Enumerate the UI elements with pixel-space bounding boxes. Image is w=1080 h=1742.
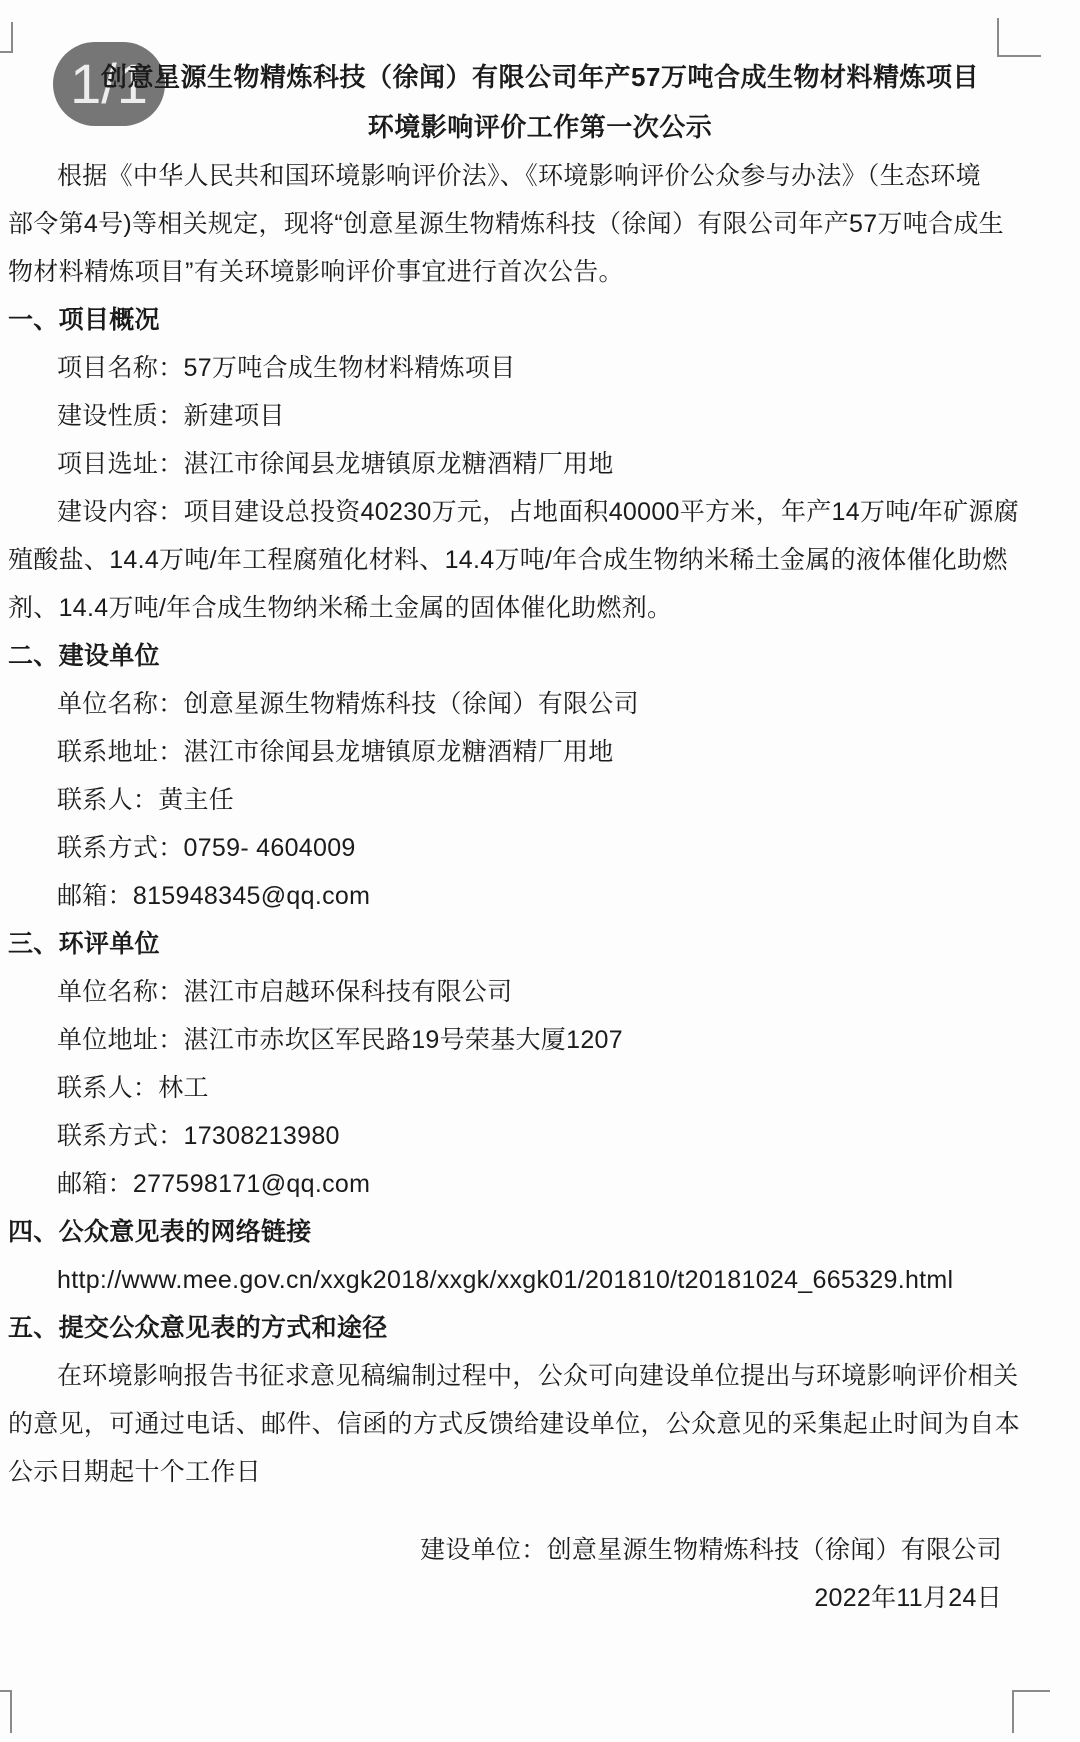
- construction-nature-line: 建设性质：新建项目: [57, 402, 285, 430]
- submission-method-line: 的意见，可通过电话、邮件、信函的方式反馈给建设单位，公众意见的采集起止时间为自本: [8, 1410, 1021, 1438]
- eia-email-line: 邮箱：277598171@qq.com: [57, 1170, 371, 1198]
- intro-paragraph-line: 物材料精炼项目”有关环境影响评价事宜进行首次公告。: [8, 258, 624, 286]
- eia-unit-name-line: 单位名称：湛江市启越环保科技有限公司: [57, 978, 513, 1006]
- document-title-line-1: 创意星源生物精炼科技（徐闻）有限公司年产57万吨合成生物材料精炼项目: [101, 62, 979, 92]
- intro-paragraph-line: 部令第4号)等相关规定，现将“创意星源生物精炼科技（徐闻）有限公司年产57万吨合成生: [8, 210, 1004, 238]
- section-1-heading: 一、项目概况: [8, 306, 160, 334]
- section-2-heading: 二、建设单位: [8, 642, 160, 670]
- feedback-form-url: http://www.mee.gov.cn/xxgk2018/xxgk/xxgk01/201810/t20181024_665329.html: [57, 1266, 954, 1294]
- project-name-line: 项目名称：57万吨合成生物材料精炼项目: [57, 354, 516, 382]
- document-title-line-2: 环境影响评价工作第一次公示: [367, 112, 713, 142]
- builder-phone-line: 联系方式：0759- 4604009: [57, 834, 356, 862]
- builder-email-line: 邮箱：815948345@qq.com: [57, 882, 371, 910]
- submission-method-line: 在环境影响报告书征求意见稿编制过程中，公众可向建设单位提出与环境影响评价相关: [57, 1362, 1019, 1390]
- section-3-heading: 三、环评单位: [8, 930, 160, 958]
- page-count-label: 1/1: [70, 52, 148, 115]
- eia-phone-line: 联系方式：17308213980: [57, 1122, 340, 1150]
- submission-method-line: 公示日期起十个工作日: [8, 1458, 262, 1486]
- builder-address-line: 联系地址：湛江市徐闻县龙塘镇原龙糖酒精厂用地: [57, 738, 614, 766]
- document-content: [0, 52, 1080, 1622]
- scan-corner-mark-top-left: [0, 22, 13, 53]
- intro-paragraph-line: 根据《中华人民共和国环境影响评价法》、《环境影响评价公众参与办法》（生态环境: [57, 162, 981, 190]
- builder-name-line: 单位名称：创意星源生物精炼科技（徐闻）有限公司: [57, 690, 639, 718]
- section-4-heading: 四、公众意见表的网络链接: [8, 1218, 312, 1246]
- construction-content-line: 剂、14.4万吨/年合成生物纳米稀土金属的固体催化助燃剂。: [8, 594, 673, 622]
- scan-corner-mark-bottom-right: [1012, 1690, 1050, 1733]
- footer-date: 2022年11月24日: [814, 1584, 1002, 1612]
- scan-corner-mark-bottom-left: [0, 1690, 12, 1733]
- eia-contact-person-line: 联系人：林工: [57, 1074, 209, 1102]
- footer-construction-unit: 建设单位：创意星源生物精炼科技（徐闻）有限公司: [420, 1536, 1002, 1564]
- builder-contact-person-line: 联系人：黄主任: [57, 786, 235, 814]
- construction-content-line: 建设内容：项目建设总投资40230万元，占地面积40000平方米，年产14万吨/年矿源腐: [57, 498, 1019, 526]
- section-5-heading: 五、提交公众意见表的方式和途径: [8, 1314, 388, 1342]
- eia-unit-address-line: 单位地址：湛江市赤坎区军民路19号荣基大厦1207: [57, 1026, 623, 1054]
- construction-content-line: 殖酸盐、14.4万吨/年工程腐殖化材料、14.4万吨/年合成生物纳米稀土金属的液体催化助燃: [8, 546, 1008, 574]
- project-site-line: 项目选址：湛江市徐闻县龙塘镇原龙糖酒精厂用地: [57, 450, 614, 478]
